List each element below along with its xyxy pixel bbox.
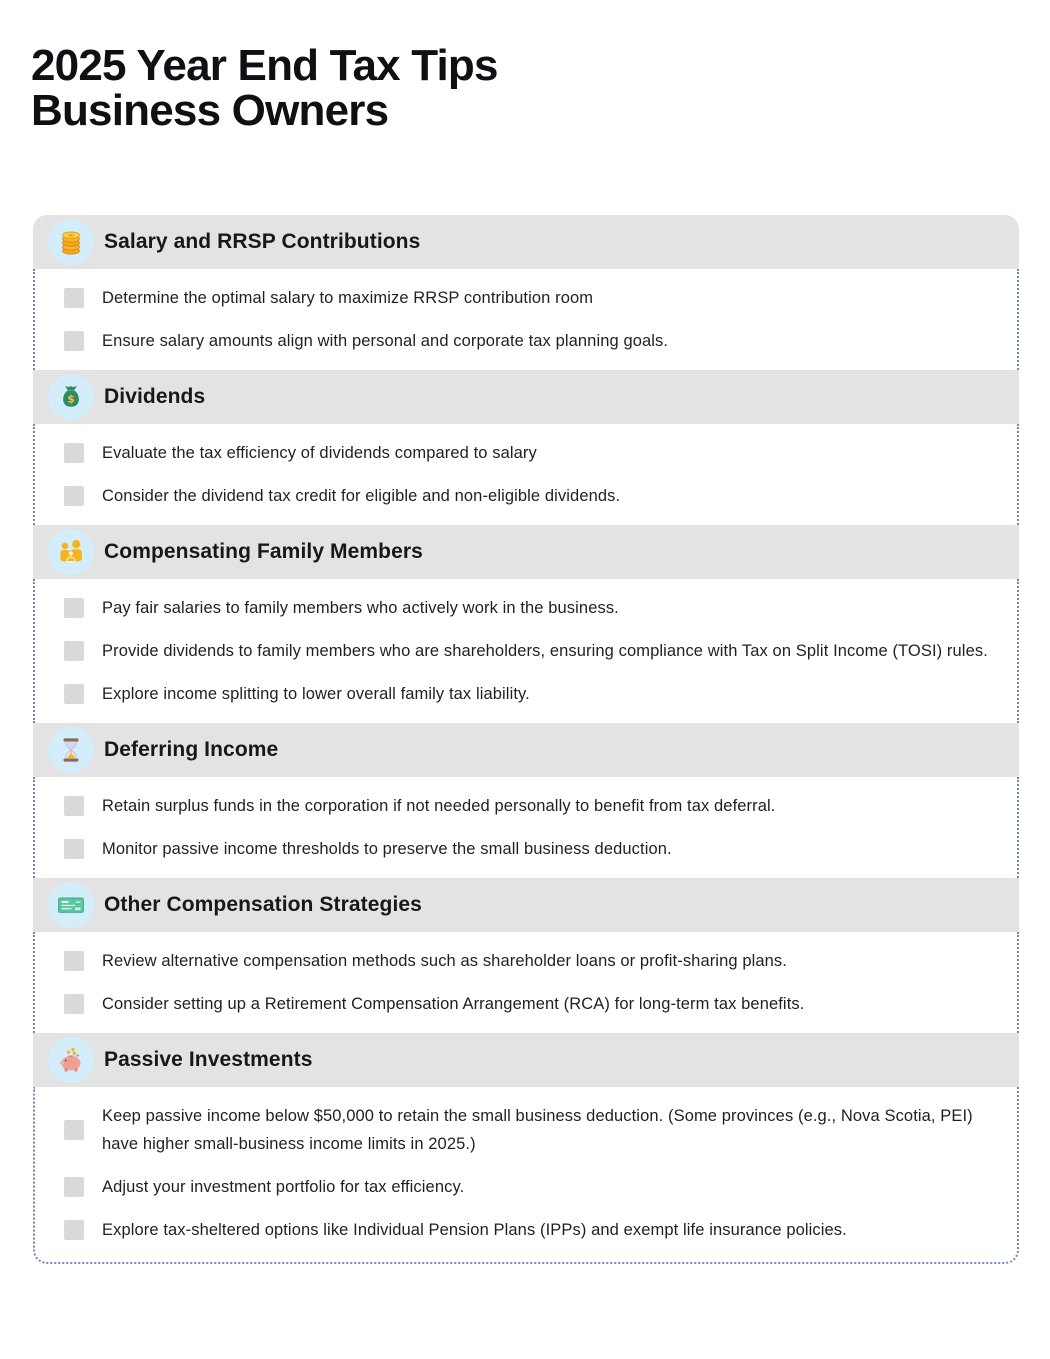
item-checkbox[interactable]: [64, 1220, 84, 1240]
cheque-icon: [56, 890, 86, 920]
section-title: Passive Investments: [104, 1048, 313, 1071]
checklist-item: [35, 792, 1017, 820]
checklist-section: [33, 215, 1019, 370]
checklist-item: [35, 1173, 1017, 1201]
checklist-item: [35, 327, 1017, 355]
section-title: Deferring Income: [104, 738, 279, 761]
item-text: Explore income splitting to lower overall family tax liability.: [102, 685, 530, 703]
section-title: Salary and RRSP Contributions: [104, 230, 421, 253]
family-icon: [56, 537, 86, 567]
checklist-item: [35, 637, 1017, 665]
checklist-section: [33, 723, 1019, 878]
section-title: Compensating Family Members: [104, 540, 423, 563]
checklist-board: [33, 215, 1019, 1264]
checklist-section: [33, 525, 1019, 723]
checklist-item: [35, 680, 1017, 708]
checklist-section: [33, 370, 1019, 525]
item-text: Provide dividends to family members who are shareholders, ensuring compliance with Tax on Split Income (TOSI) rules.: [102, 642, 988, 660]
item-checkbox[interactable]: [64, 331, 84, 351]
section-items: [33, 269, 1019, 370]
section-title: Other Compensation Strategies: [104, 893, 422, 916]
item-checkbox[interactable]: [64, 951, 84, 971]
section-header: [33, 878, 1019, 932]
item-text: Consider setting up a Retirement Compensation Arrangement (RCA) for long-term tax benefits.: [102, 995, 805, 1013]
page-title-line1: 2025 Year End Tax Tips: [31, 41, 498, 90]
item-text: Review alternative compensation methods such as shareholder loans or profit-sharing plans.: [102, 952, 787, 970]
item-text: Monitor passive income thresholds to preserve the small business deduction.: [102, 840, 672, 858]
item-checkbox[interactable]: [64, 288, 84, 308]
item-checkbox[interactable]: [64, 641, 84, 661]
section-header: [33, 525, 1019, 579]
section-icon-circle: [48, 727, 94, 773]
checklist-item: [35, 835, 1017, 863]
item-text: Consider the dividend tax credit for eligible and non-eligible dividends.: [102, 487, 621, 505]
page-title: [31, 41, 498, 135]
section-items: [33, 579, 1019, 723]
checklist-item: [35, 439, 1017, 467]
svg-text:$: $: [67, 392, 75, 406]
item-text: Pay fair salaries to family members who actively work in the business.: [102, 599, 619, 617]
piggy-bank-icon: [56, 1045, 86, 1075]
item-text: Adjust your investment portfolio for tax efficiency.: [102, 1178, 465, 1196]
item-text: Explore tax-sheltered options like Individual Pension Plans (IPPs) and exempt life insurance policies.: [102, 1221, 847, 1239]
checklist-item: [35, 1216, 1017, 1244]
checklist-section: [33, 878, 1019, 1033]
checklist-item: [35, 594, 1017, 622]
section-icon-circle: [48, 219, 94, 265]
item-checkbox[interactable]: [64, 839, 84, 859]
section-items: [33, 1087, 1019, 1264]
checklist-item: [35, 947, 1017, 975]
section-items: [33, 777, 1019, 878]
item-text: Keep passive income below $50,000 to retain the small business deduction. (Some provinces (e.g., Nova Scotia, PEI) have higher small-business income limits in 2025.): [102, 1107, 973, 1153]
item-text: Determine the optimal salary to maximize RRSP contribution room: [102, 289, 594, 307]
item-checkbox[interactable]: [64, 1120, 84, 1140]
section-items: [33, 424, 1019, 525]
item-checkbox[interactable]: [64, 598, 84, 618]
item-checkbox[interactable]: [64, 486, 84, 506]
item-text: Ensure salary amounts align with personal and corporate tax planning goals.: [102, 332, 669, 350]
money-bag-icon: [56, 382, 86, 412]
item-checkbox[interactable]: [64, 684, 84, 704]
checklist-section: [33, 1033, 1019, 1264]
section-icon-circle: [48, 882, 94, 928]
section-icon-circle: [48, 374, 94, 420]
section-header: [33, 215, 1019, 269]
item-checkbox[interactable]: [64, 796, 84, 816]
item-text: Retain surplus funds in the corporation if not needed personally to benefit from tax deferral.: [102, 797, 776, 815]
item-checkbox[interactable]: [64, 994, 84, 1014]
coins-icon: [56, 227, 86, 257]
item-checkbox[interactable]: [64, 1177, 84, 1197]
section-header: [33, 1033, 1019, 1087]
checklist-item: [35, 482, 1017, 510]
section-icon-circle: [48, 529, 94, 575]
item-text: Evaluate the tax efficiency of dividends compared to salary: [102, 444, 537, 462]
section-icon-circle: [48, 1037, 94, 1083]
checklist-item: [35, 990, 1017, 1018]
section-header: [33, 370, 1019, 424]
item-checkbox[interactable]: [64, 443, 84, 463]
checklist-item: [35, 284, 1017, 312]
checklist-item: [35, 1102, 1017, 1158]
section-title: Dividends: [104, 385, 206, 408]
page-title-line2: Business Owners: [31, 85, 389, 135]
hourglass-icon: [56, 735, 86, 765]
section-items: [33, 932, 1019, 1033]
section-header: [33, 723, 1019, 777]
